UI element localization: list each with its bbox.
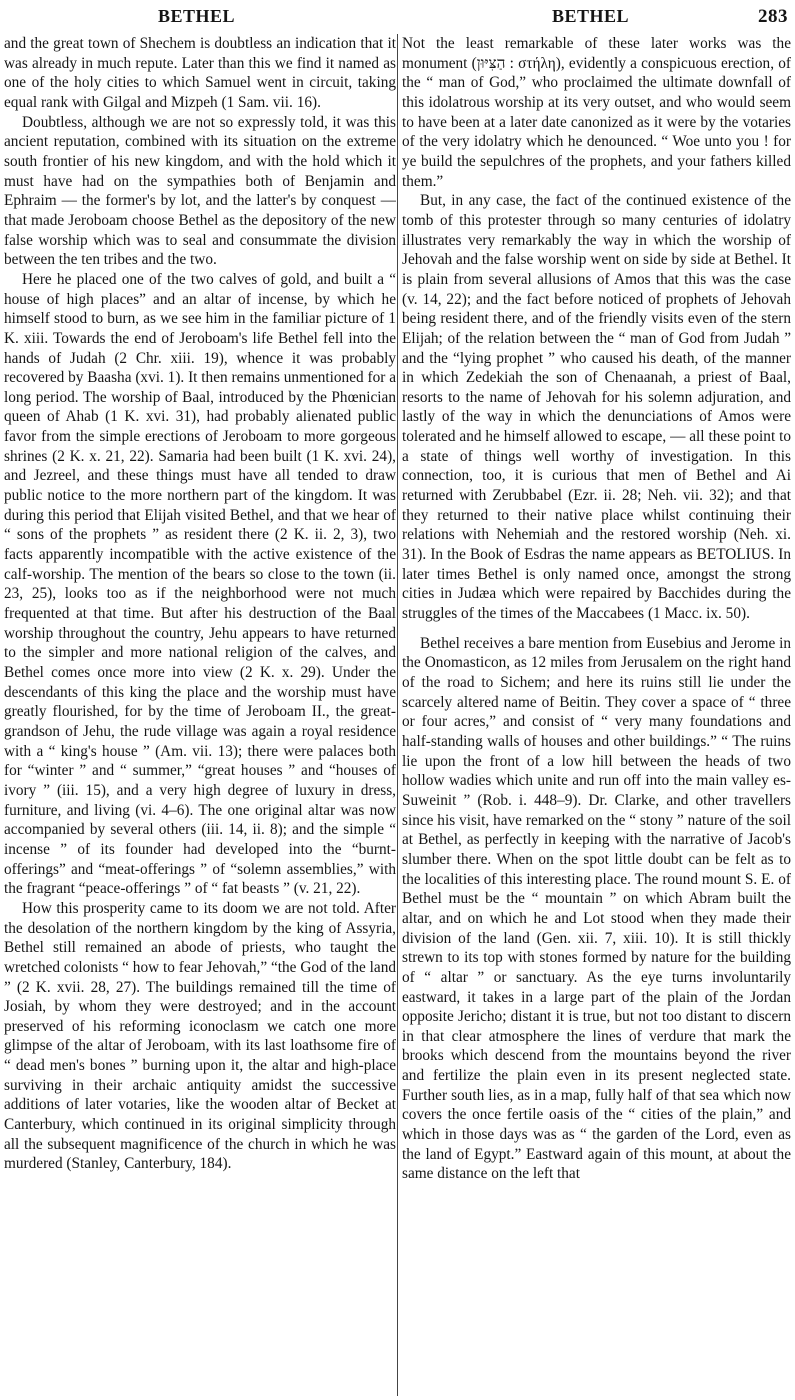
right-column [402,34,791,1394]
running-head-right: BETHEL [552,6,630,26]
left-paragraph-4: How this prosperity came to its doom we are not told. After the desolation of the northern kingdom by the king of Assyria, Bethel still remained an abode of priests, who taught the wretched colonists “ how to fear Jehovah,” “the God of the land ” (2 K. xvii. 28, 27). The buildings remained till the time of Josiah, by whom they were destroyed; and in the account preserved of his reforming iconoclasm we catch one more glimpse of the altar of Jeroboam, with its last loathsome fire of “ dead men's bones ” burning upon it, the altar and high-place surviving in their archaic antiquity amidst the successive additions of later votaries, like the wooden altar of Becket at Canterbury, which continued in its original simplicity through all the subsequent magnificence of the church in which he was murdered (Stanley, Canterbury, 184). [4,899,396,1173]
right-paragraph-2: But, in any case, the fact of the continued existence of the tomb of this protester through so many centuries of idolatry illustrates very remarkably the way in which the worship of Jehovah and the false worship went on side by side at Bethel. It is plain from several allusions of Amos that this was the case (v. 14, 22); and the fact before noticed of prophets of Jehovah being resident there, and of the friendly visits even of the stern Elijah; of the relation between the “ man of God from Judah ” and the “lying prophet ” who caused his death, of the manner in which Zedekiah the son of Chenaanah, a priest of Baal, resorts to the name of Jehovah for his solemn adjuration, and lastly of the way in which the denunciations of Amos were tolerated and he himself allowed to escape, — all these point to a state of things well worthy of investigation. In this connection, too, it is curious that men of Bethel and Ai returned with Zerubbabel (Ezr. ii. 28; Neh. vii. 32); and that they returned to their native place whilst continuing their relations with Nehemiah and the restored worship (Neh. xi. 31). In the Book of Esdras the name appears as BETOLIUS. In later times Bethel is only named once, amongst the strong cities in Judæa which were repaired by Bacchides during the struggles of the times of the Maccabees (1 Macc. ix. 50). [402,192,791,623]
left-column [4,34,396,1394]
page-number: 283 [758,6,788,27]
right-paragraph-1: Not the least remarkable of these later works was the monument (הַצִּיּוּן : στήλη), evidently a conspicuous erection, of the “ man of God,” who proclaimed the ultimate downfall of this idolatrous worship at its very outset, and who would seem to have been at a later date canonized as it were by the votaries of the very idolatry which he denounced. “ Woe unto you ! for ye build the sepulchres of the prophets, and your fathers killed them.” [402,35,791,190]
left-paragraph-1: and the great town of Shechem is doubtless an indication that it was already in much repute. Later than this we find it named as one of the holy cities to which Samuel went in circuit, taking equal rank with Gilgal and Mizpeh (1 Sam. vii. 16). [4,35,396,111]
column-divider [397,34,398,1396]
left-paragraph-2: Doubtless, although we are not so expressly told, it was this ancient reputation, combined with its situation on the extreme south frontier of his new kingdom, and with the hold which it must have had on the sympathies both of Benjamin and Ephraim — the former's by lot, and the latter's by conquest — that made Jeroboam choose Bethel as the depository of the new false worship which was to seal and consummate the division between the ten tribes and the two. [4,113,396,269]
right-paragraph-3: Bethel receives a bare mention from Eusebius and Jerome in the Onomasticon, as 12 miles from Jerusalem on the right hand of the road to Sichem; and here its ruins still lie under the scarcely altered name of Beitin. They cover a space of “ three or four acres,” and consist of “ very many foundations and half-standing walls of houses and other buildings.” “ The ruins lie upon the front of a low hill between the heads of two hollow wadies which unite and run off into the main valley es-Suweinit ” (Rob. i. 448–9). Dr. Clarke, and other travellers since his visit, have remarked on the “ stony ” nature of the soil at Bethel, as perfectly in keeping with the narrative of Jacob's slumber there. When on the spot little doubt can be felt as to the localities of this interesting place. The round mount S. E. of Bethel must be the “ mountain ” on which Abram built the altar, and on which he and Lot stood when they made their division of the land (Gen. xii. 7, xiii. 10). It is still thickly strewn to its top with stones formed by nature for the building of “ altar ” or sanctuary. As the eye turns involuntarily eastward, it takes in a large part of the plain of the Jordan opposite Jericho; distant it is true, but not too distant to discern in that clear atmosphere the lines of verdure that mark the brooks which descend from the mountains beyond the river and fertilize the plain even in its present neglected state. Further south lies, as in a map, fully half of that sea which now covers the once fertile oasis of the “ cities of the plain,” and which in those days was as “ the garden of the Lord, even as the land of Egypt.” Eastward again of this mount, at about the same distance on the left that [402,634,791,1183]
running-head-left: BETHEL [158,6,236,26]
running-head [0,6,795,30]
left-paragraph-3: Here he placed one of the two calves of gold, and built a “ house of high places” and an altar of incense, by which he himself stood to burn, as we see him in the familiar picture of 1 K. xiii. Towards the end of Jeroboam's life Bethel fell into the hands of Judah (2 Chr. xiii. 19), whence it was probably recovered by Baasha (xvi. 1). It then remains unmentioned for a long period. The worship of Baal, introduced by the Phœnician queen of Ahab (1 K. xvi. 31), had probably alienated public favor from the simple erections of Jeroboam to more gorgeous shrines (2 K. x. 21, 22). Samaria had been built (1 K. xvi. 24), and Jezreel, and these things must have all tended to draw public notice to the more northern part of the kingdom. It was during this period that Elijah visited Bethel, and that we hear of “ sons of the prophets ” as resident there (2 K. ii. 2, 3), two facts apparently incompatible with the active existence of the calf-worship. The mention of the bears so close to the town (ii. 23, 25), looks too as if the neighborhood were not much frequented at that time. But after his destruction of the Baal worship throughout the country, Jehu appears to have returned to the simpler and more national religion of the calves, and Bethel comes once more into view (2 K. x. 29). Under the descendants of this king the place and the worship must have greatly flourished, for by the time of Jeroboam II., the great-grandson of Jehu, the rude village was again a royal residence with a “ king's house ” (Am. vii. 13); there were palaces both for “winter ” and “ summer,” “great houses ” and “houses of ivory ” (iii. 15), and a very high degree of luxury in dress, furniture, and living (vi. 4–6). The one original altar was now accompanied by several others (iii. 14, ii. 8); and the simple “ incense ” of its founder had developed into the “burnt-offerings” and “meat-offerings ” of “solemn assemblies,” with the fragrant “peace-offerings ” of “ fat beasts ” (v. 21, 22). [4,270,396,898]
